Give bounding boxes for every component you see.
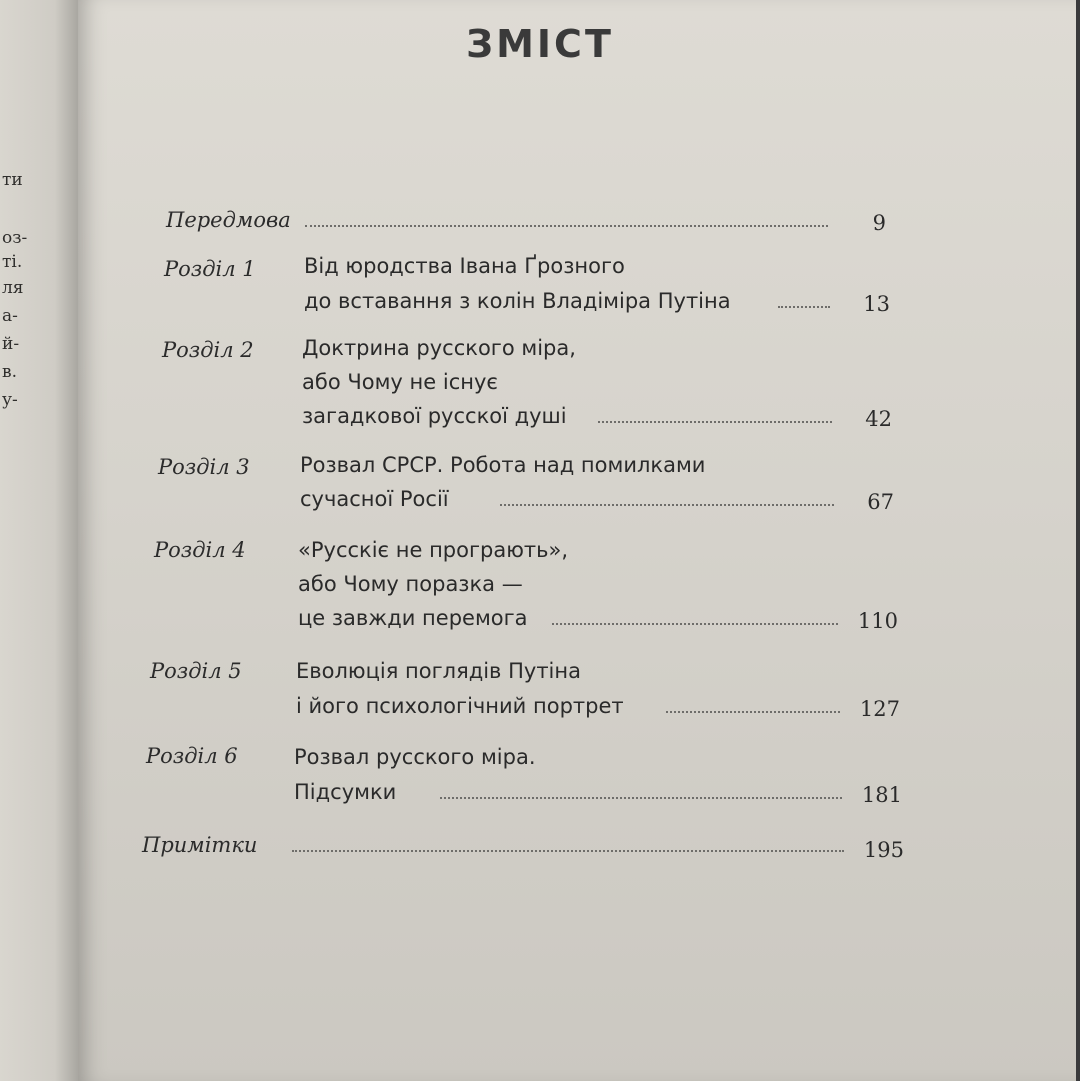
left-page-text-fragment: ті. <box>2 252 23 272</box>
toc-leader <box>598 421 832 423</box>
left-page-edge <box>0 0 78 1081</box>
toc-chapter-title-line: «Русскіє не програють», <box>298 538 569 562</box>
toc-chapter-title-line: загадкової русскої душі <box>302 404 567 428</box>
left-page-text-fragment: ля <box>2 278 24 298</box>
toc-label-notes: Примітки <box>142 833 258 857</box>
toc-page-number: 42 <box>865 407 892 431</box>
toc-chapter-title-line: і його психологічний портрет <box>296 694 624 718</box>
toc-chapter-title-line: Підсумки <box>294 780 397 804</box>
toc-page-number: 181 <box>861 783 902 807</box>
left-page-text-fragment: в. <box>2 362 17 382</box>
toc-page-number: 13 <box>863 292 890 316</box>
toc-page-number: 110 <box>857 609 898 633</box>
toc-chapter-title-line: Від юродства Івана Ґрозного <box>304 254 625 278</box>
toc-label-chapter-3: Розділ 3 <box>158 455 250 479</box>
toc-label-chapter-5: Розділ 5 <box>150 659 242 683</box>
left-page-text-fragment: оз- <box>2 228 28 248</box>
left-page-text-fragment: ти <box>2 170 23 190</box>
toc-page-number: 127 <box>859 697 900 721</box>
toc-chapter-title-line: Еволюція поглядів Путіна <box>296 659 581 683</box>
left-page-text-fragment: у- <box>2 390 18 410</box>
toc-page-number: 195 <box>863 838 904 862</box>
toc-chapter-title-line: або Чому поразка — <box>298 572 523 596</box>
toc-chapter-title-line: Розвал русского міра. <box>294 745 536 769</box>
toc-leader <box>500 504 834 506</box>
toc-leader <box>440 797 842 799</box>
toc-page-number: 67 <box>867 490 894 514</box>
toc-page-number: 9 <box>872 211 886 235</box>
toc-label-chapter-6: Розділ 6 <box>146 744 238 768</box>
toc-leader <box>666 711 840 713</box>
toc-chapter-title-line: до вставання з колін Владіміра Путіна <box>304 289 731 313</box>
toc-label-chapter-1: Розділ 1 <box>164 257 256 281</box>
page-title: ЗМІСТ <box>466 22 614 66</box>
toc-leader <box>305 225 828 227</box>
toc-label-preface: Передмова <box>166 208 291 232</box>
toc-leader <box>552 623 838 625</box>
toc-leader <box>778 306 830 308</box>
toc-chapter-title-line: сучасної Росії <box>300 487 449 511</box>
toc-leader <box>292 850 844 852</box>
toc-chapter-title-line: це завжди перемога <box>298 606 528 630</box>
toc-chapter-title-line: або Чому не існує <box>302 370 498 394</box>
toc-chapter-title-line: Розвал СРСР. Робота над помилками <box>300 453 706 477</box>
left-page-text-fragment: а- <box>2 306 18 326</box>
left-page-text-fragment: й- <box>2 334 20 354</box>
toc-label-chapter-2: Розділ 2 <box>162 338 254 362</box>
toc-label-chapter-4: Розділ 4 <box>154 538 246 562</box>
toc-chapter-title-line: Доктрина русского міра, <box>302 336 576 360</box>
